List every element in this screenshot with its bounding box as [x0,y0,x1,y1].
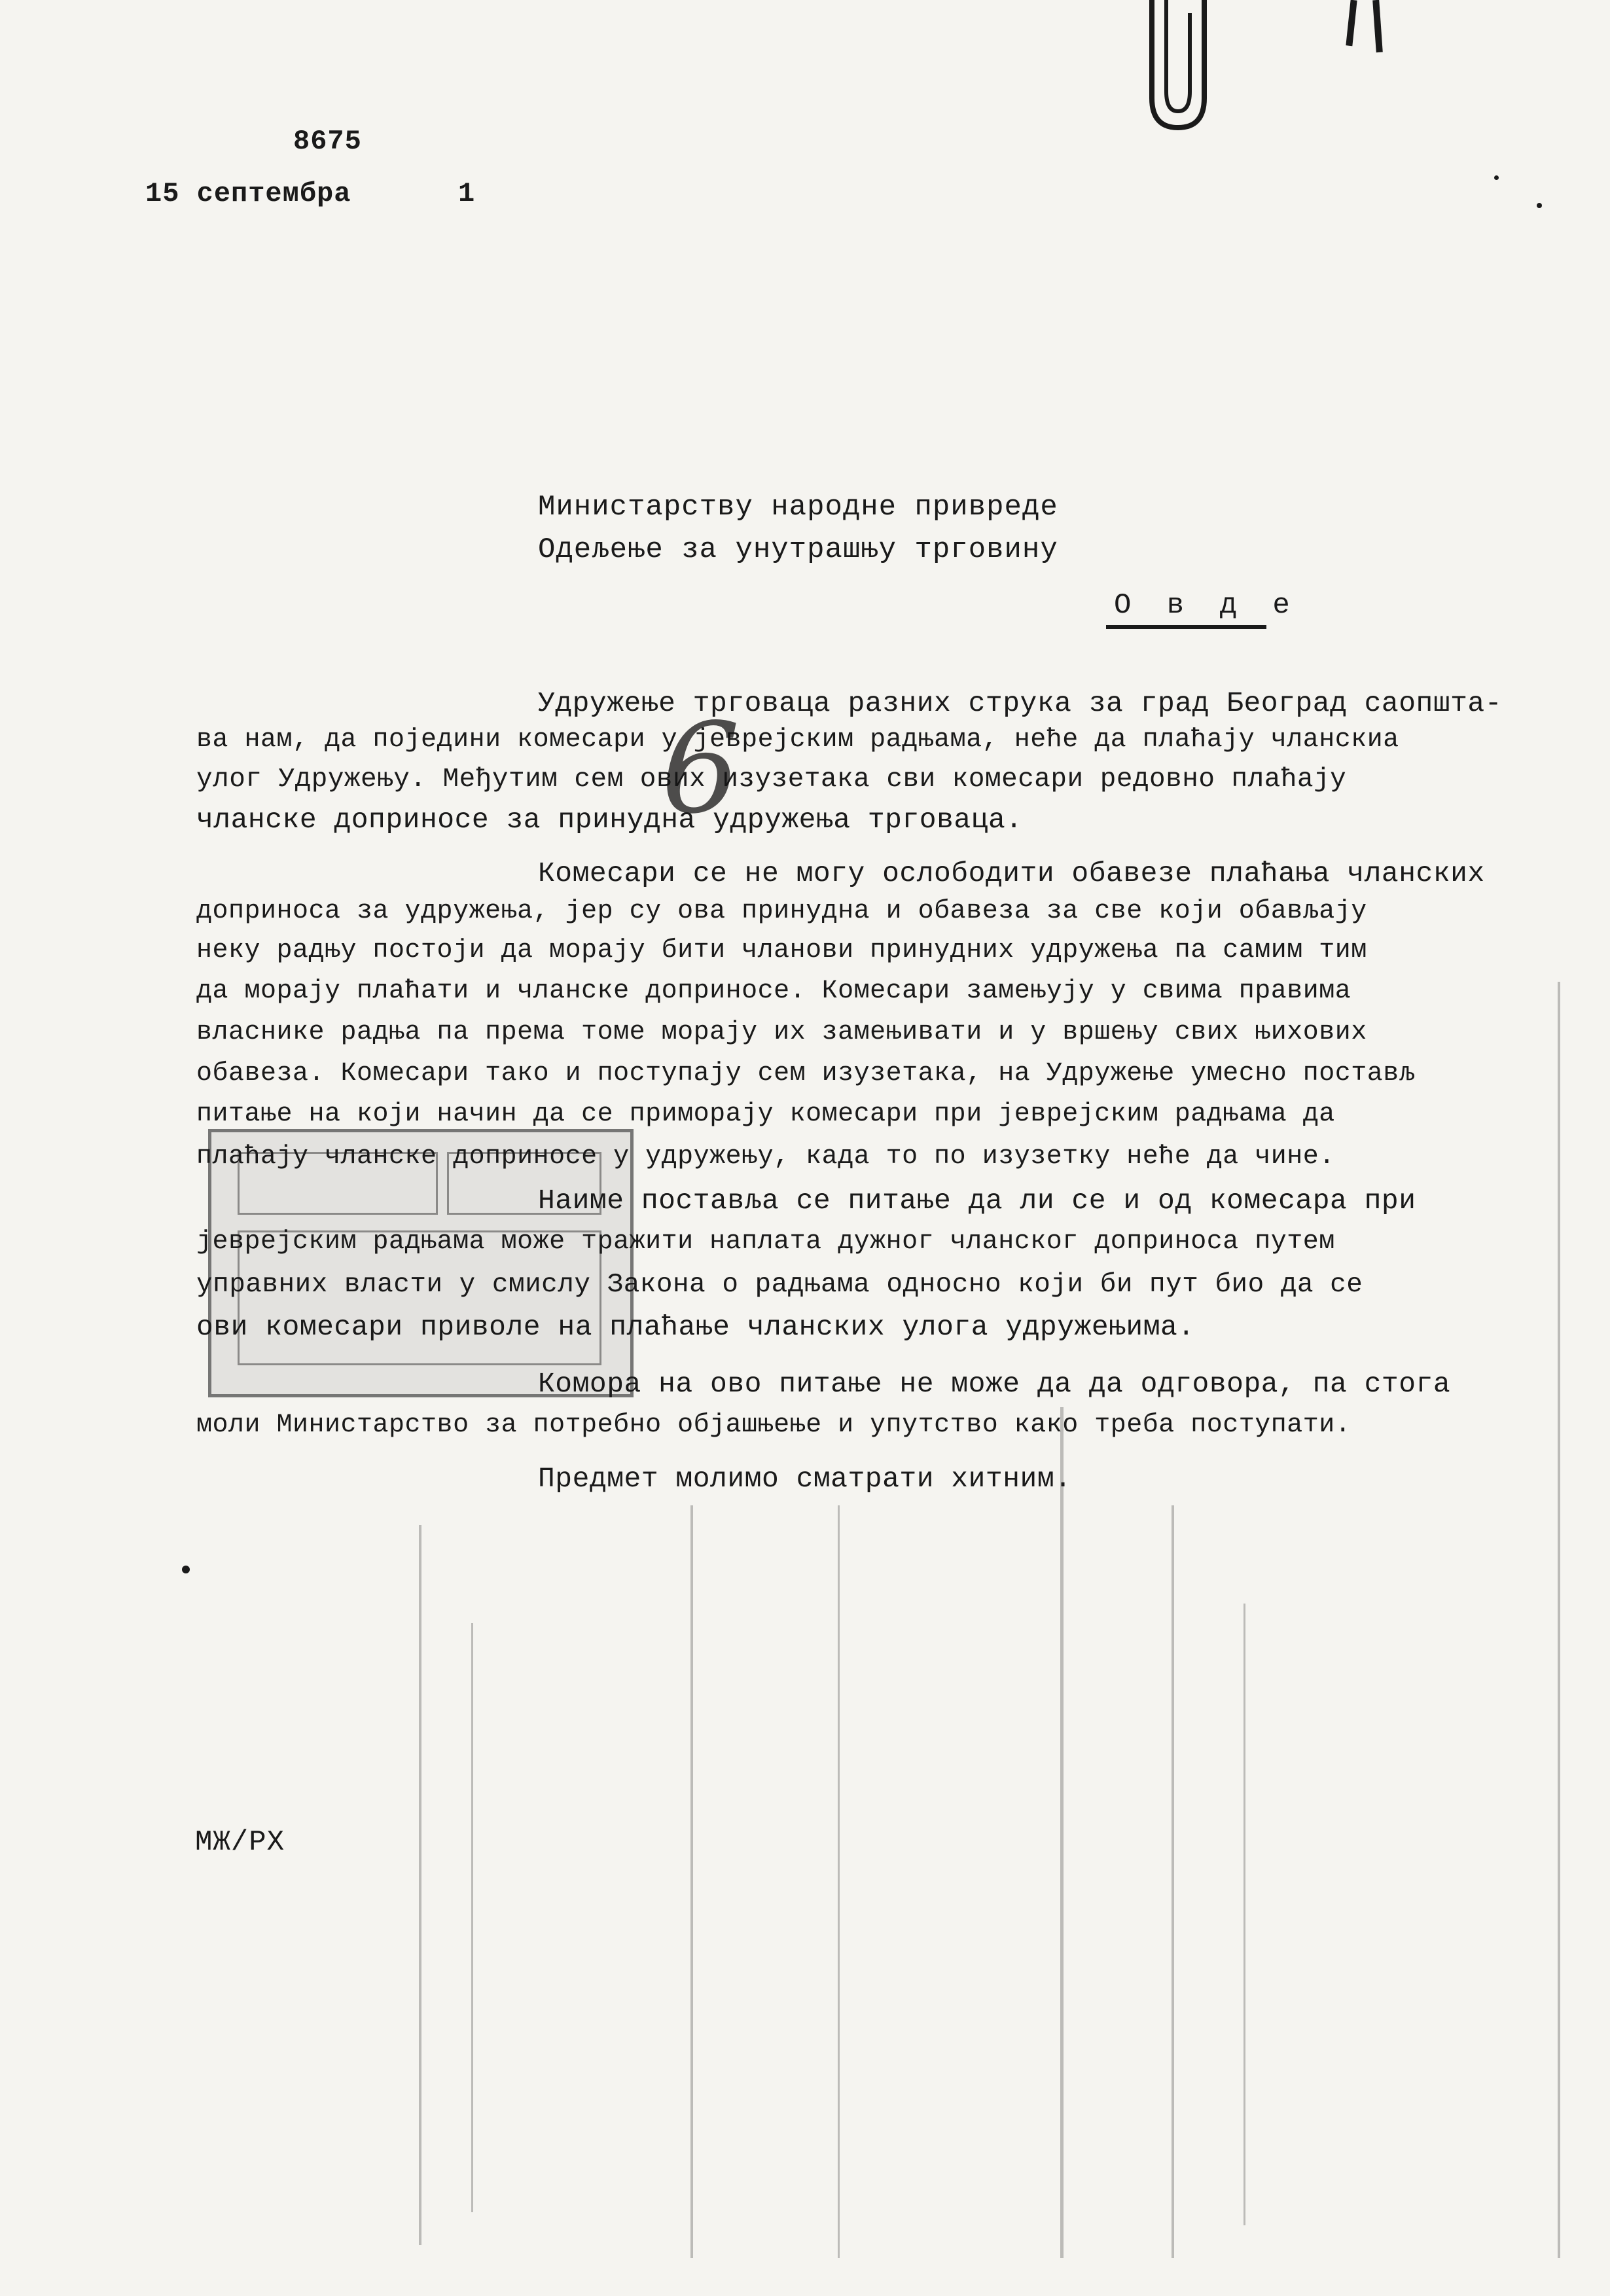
body-line: Комесари се не могу ослободити обавезе плаћања чланских [538,857,1485,889]
recipient-place: О в д е [1114,589,1299,622]
scan-streak [1060,1407,1064,2258]
stray-dot [1537,203,1542,208]
body-line: управних власти у смислу Закона о радњама односно који би пут био да се [196,1270,1363,1300]
body-line: власнике радња па према томе морају их замењивати и у вршењу свих њихових [196,1018,1367,1047]
scan-streak [1243,1604,1245,2225]
body-line: неку радњу постоји да морају бити чланови принудних удружења па самим тим [196,936,1367,965]
stray-dot [1494,175,1499,180]
body-line: улог Удружењу. Међутим сем ових изузетака сви комесари редовно плаћају [196,764,1347,795]
handwritten-margin-numeral: 6 [661,696,740,841]
top-right-scratch-mark [1372,0,1383,52]
scan-streak [1558,982,1560,2258]
body-line: доприноса за удружења, јер су ова принудна и обавеза за све који обављају [196,897,1367,926]
paperclip-icon [1139,0,1217,137]
body-line: јеврејским радњама може тражити наплата дужног чланског доприноса путем [196,1227,1335,1257]
scan-streak [838,1505,840,2258]
body-line: обавеза. Комесари тако и поступају сем изузетака, на Удружење умесно постављ [196,1059,1416,1088]
stray-dot [182,1566,190,1573]
body-line: чланске доприносе за принудна удружења трговаца. [196,804,1023,836]
top-right-scratch-mark [1346,0,1357,46]
page-marker: 1 [458,178,476,209]
recipient-department: Одељење за унутрашњу трговину [538,533,1058,566]
body-line: Наиме поставља се питање да ли се и од комесара при [538,1185,1416,1217]
body-line: моли Министарство за потребно објашњење и упутство како треба поступати. [196,1410,1351,1440]
body-line: питање на који начин да се приморају комесари при јеврејским радњама да [196,1100,1335,1129]
body-line: ови комесари приволе на плаћање чланских улога удружењима. [196,1311,1195,1343]
body-line: Комора на ово питање не може да да одговора, па стога [538,1368,1451,1400]
body-line: да морају плаћати и чланске доприносе. Комесари замењују у свима правима [196,977,1351,1006]
scan-streak [419,1525,421,2245]
body-line: ва нам, да поједини комесари у јеврејским радњама, неће да плаћају чланскиа [196,725,1399,755]
body-line: плаћају чланске доприносе у удружењу, када то по изузетку неће да чине. [196,1142,1335,1172]
recipient-ministry: Министарству народне привреде [538,491,1058,524]
scan-streak [690,1505,693,2258]
scan-streak [1172,1505,1174,2258]
scan-streak [471,1623,473,2212]
typist-initials: МЖ/РХ [195,1826,285,1859]
body-line: Удружење трговаца разних струка за град Београд саопшта- [538,687,1503,719]
body-line: Предмет молимо сматрати хитним. [538,1463,1072,1495]
document-number: 8675 [293,126,362,157]
place-underline [1106,625,1266,629]
document-date: 15 септембра [145,178,351,209]
received-stamp-icon [208,1129,634,1397]
